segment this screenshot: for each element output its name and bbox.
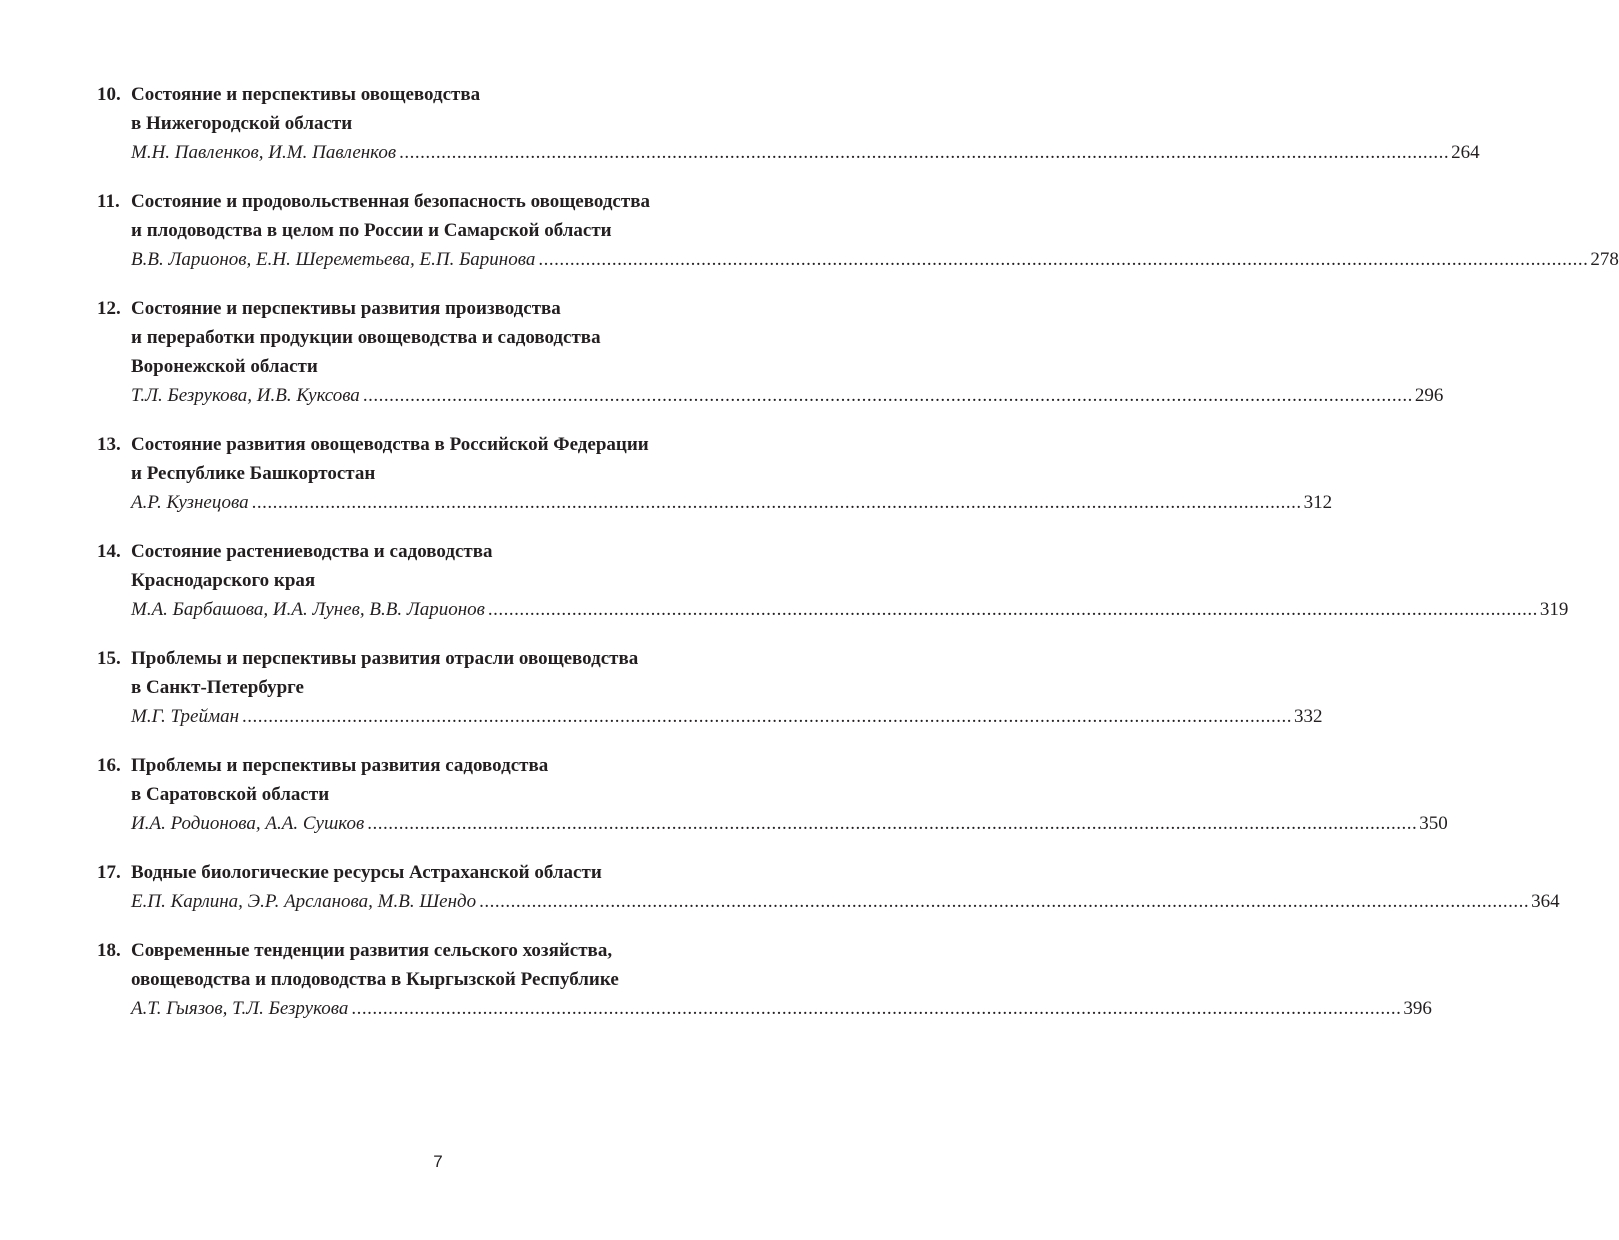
entry-page-number[interactable]: 319 <box>1539 599 1569 620</box>
entry-page-number[interactable]: 396 <box>1403 998 1432 1019</box>
entry-title-line: овощеводства и плодоводства в Кыргызской Республике <box>131 969 619 990</box>
entry-title-line: Проблемы и перспективы развития садоводства <box>131 755 549 776</box>
dot-leader: ........................................................................................................................................................................................................ <box>367 813 1418 834</box>
entry-page-number[interactable]: 264 <box>1451 142 1480 163</box>
toc-entry-13[interactable] <box>97 430 1333 517</box>
entry-number: 11. <box>97 191 120 212</box>
entry-page-number[interactable]: 296 <box>1414 385 1444 406</box>
entry-author-line <box>131 381 1444 410</box>
entry-author-line <box>131 809 1448 838</box>
entry-title-line: и Республике Башкортостан <box>131 463 376 484</box>
toc-entry-15[interactable] <box>97 644 1323 731</box>
entry-authors: И.А. Родионова, А.А. Сушков <box>131 813 365 834</box>
dot-leader: ........................................................................................................................................................................................................ <box>242 706 1293 727</box>
entry-title-line: Современные тенденции развития сельского хозяйства, <box>131 940 613 961</box>
entry-number: 17. <box>97 862 121 883</box>
dot-leader: ........................................................................................................................................................................................................ <box>399 142 1450 163</box>
entry-title-line: Водные биологические ресурсы Астраханской области <box>131 862 602 883</box>
entry-page-number[interactable]: 312 <box>1303 492 1333 513</box>
toc-entry-11[interactable] <box>97 187 1619 274</box>
dot-leader: ........................................................................................................................................................................................................ <box>351 998 1402 1019</box>
entry-number: 13. <box>97 434 121 455</box>
page-number: 7 <box>433 1152 443 1171</box>
entry-author-line <box>131 595 1569 624</box>
entry-title-line: в Нижегородской области <box>131 113 353 134</box>
entry-authors: А.Т. Гыязов, Т.Л. Безрукова <box>131 998 349 1019</box>
dot-leader: ........................................................................................................................................................................................................ <box>362 385 1413 406</box>
toc-entry-12[interactable] <box>97 294 1444 410</box>
dot-leader: ........................................................................................................................................................................................................ <box>251 492 1302 513</box>
dot-leader: ........................................................................................................................................................................................................ <box>538 249 1589 270</box>
entry-number: 12. <box>97 298 121 319</box>
entry-number: 18. <box>97 940 121 961</box>
toc-entry-16[interactable] <box>97 751 1448 838</box>
entry-title-line: в Санкт-Петербурге <box>131 677 304 698</box>
entry-authors: М.Г. Трейман <box>131 706 240 727</box>
toc-entry-14[interactable] <box>97 537 1569 624</box>
toc-entry-18[interactable] <box>97 936 1432 1023</box>
entry-author-line <box>131 488 1333 517</box>
entry-title-line: Состояние развития овощеводства в Российской Федерации <box>131 434 649 455</box>
dot-leader: ........................................................................................................................................................................................................ <box>487 599 1538 620</box>
toc-entry-10[interactable] <box>97 80 1480 167</box>
entry-title-line: в Саратовской области <box>131 784 330 805</box>
entry-number: 10. <box>97 84 121 105</box>
entry-page-number[interactable]: 332 <box>1294 706 1323 727</box>
entry-authors: Т.Л. Безрукова, И.В. Куксова <box>131 385 360 406</box>
entry-authors: М.Н. Павленков, И.М. Павленков <box>131 142 397 163</box>
entry-title-line: и переработки продукции овощеводства и садоводства <box>131 327 601 348</box>
entry-author-line <box>131 994 1432 1023</box>
entry-number: 16. <box>97 755 121 776</box>
toc-entry-17[interactable] <box>97 858 1560 916</box>
entry-authors: В.В. Ларионов, Е.Н. Шереметьева, Е.П. Баринова <box>131 249 536 270</box>
entry-title-line: и плодоводства в целом по России и Самарской области <box>131 220 612 241</box>
entry-authors: М.А. Барбашова, И.А. Лунев, В.В. Ларионов <box>131 599 485 620</box>
entry-page-number[interactable]: 278 <box>1590 249 1619 270</box>
entry-title-line: Состояние растениеводства и садоводства <box>131 541 493 562</box>
entry-title-line: Воронежской области <box>131 356 318 377</box>
entry-authors: А.Р. Кузнецова <box>131 492 249 513</box>
entry-page-number[interactable]: 350 <box>1419 813 1448 834</box>
entry-title-line: Состояние и перспективы развития производства <box>131 298 561 319</box>
entry-title-line: Состояние и продовольственная безопасность овощеводства <box>131 191 650 212</box>
entry-number: 14. <box>97 541 121 562</box>
entry-author-line <box>131 702 1323 731</box>
dot-leader: ........................................................................................................................................................................................................ <box>479 891 1530 912</box>
entry-title-line: Состояние и перспективы овощеводства <box>131 84 481 105</box>
entry-page-number[interactable]: 364 <box>1531 891 1560 912</box>
entry-author-line <box>131 245 1619 274</box>
entry-title-line: Проблемы и перспективы развития отрасли овощеводства <box>131 648 639 669</box>
entry-author-line <box>131 138 1480 167</box>
entry-author-line <box>131 887 1560 916</box>
entry-authors: Е.П. Карлина, Э.Р. Арсланова, М.В. Шендо <box>131 891 477 912</box>
entry-number: 15. <box>97 648 121 669</box>
table-of-contents <box>97 80 1619 1023</box>
entry-title-line: Краснодарского края <box>131 570 316 591</box>
